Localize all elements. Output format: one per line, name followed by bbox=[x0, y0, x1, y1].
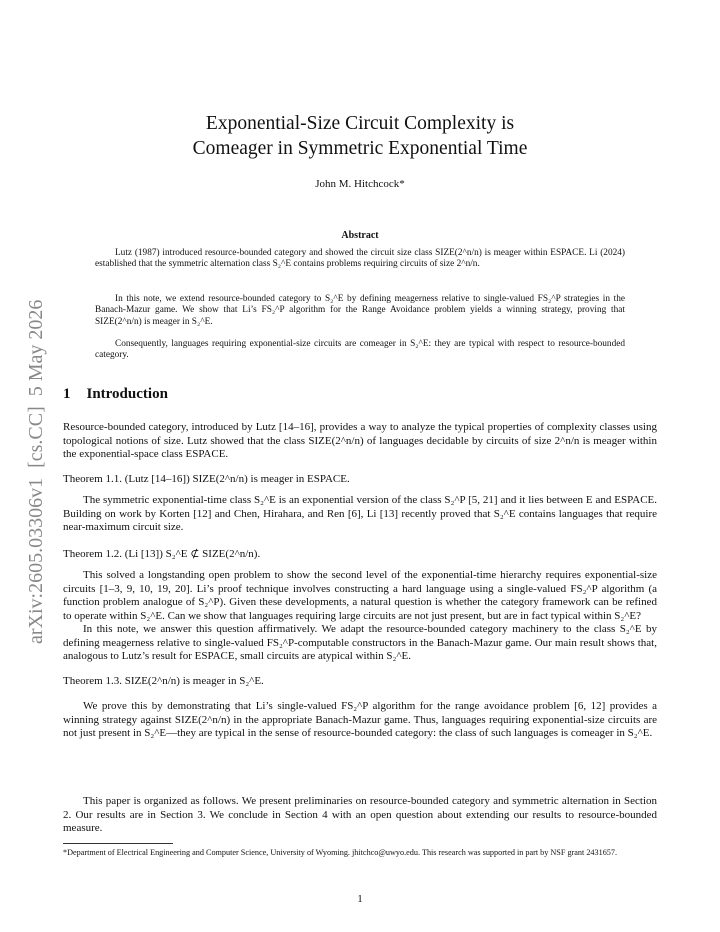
abstract-heading: Abstract bbox=[341, 230, 379, 241]
section-number: 1 bbox=[63, 386, 71, 402]
footnote-rule bbox=[63, 843, 173, 844]
theorem-1-2: Theorem 1.2. (Li [13]) S₂^E ⊄ SIZE(2^n/n). bbox=[63, 548, 261, 560]
arxiv-identifier bbox=[10, 262, 52, 644]
intro-paragraph-4: In this note, we answer this question affirmatively. We adapt the resource-bounded category machinery to the class S₂^E by defining meagerness relative to single-valued FS₂^P-computable constructors in the Banach-Mazur game. Our main result shows that, analogous to Lutz’s result for ESPACE, small circuits are atypical within S₂^E. bbox=[63, 623, 657, 662]
abstract-paragraph-2: In this note, we extend resource-bounded category to S₂^E by defining meagerness relative to single-valued FS₂^P strategies in the Banach-Mazur game. We show that Li’s FS₂^P algorithm for the Range Avoidance problem yields a winning strategy, proving that SIZE(2^n/n) is meager in S₂^E. bbox=[95, 294, 625, 327]
theorem-1-3: Theorem 1.3. SIZE(2^n/n) is meager in S₂^E. bbox=[63, 675, 264, 687]
intro-paragraph-2: The symmetric exponential-time class S₂^E is an exponential version of the class S₂^P [5, 21] and it lies between E and ESPACE. Building on work by Korten [12] and Chen, Hirahara, and Ren [6], Li [13] recently proved that S₂^E contains languages that require near-maximum circuit size. bbox=[63, 494, 657, 533]
intro-paragraph-3: This solved a longstanding open problem to show the second level of the exponential-time hierarchy requires exponential-size circuits [1–3, 9, 10, 19, 20]. Li’s proof technique involves constructing a hard language using a single-valued FS₂^P algorithm (a function problem analogue of S₂^P). Given these developments, a natural question is whether the category framework can be refined to operate within S₂^E. Can we show that languages requiring large circuits are not just present, but are in fact typical within S₂^E? bbox=[63, 569, 657, 622]
page-number: 1 bbox=[357, 893, 363, 905]
section-title: Introduction bbox=[86, 386, 168, 402]
abstract-paragraph-3: Consequently, languages requiring exponential-size circuits are comeager in S₂^E: they are typical with respect to resource-bounded category. bbox=[95, 339, 625, 361]
theorem-1-1: Theorem 1.1. (Lutz [14–16]) SIZE(2^n/n) is meager in ESPACE. bbox=[63, 473, 350, 485]
abstract-paragraph-1: Lutz (1987) introduced resource-bounded category and showed the circuit size class SIZE(2^n/n) is meager within ESPACE. Li (2024) established that the symmetric alternation class S₂^E contains problems requiring circuits of size 2^n/n. bbox=[95, 248, 625, 270]
author-name: John M. Hitchcock* bbox=[315, 178, 405, 190]
section-heading-introduction bbox=[63, 386, 168, 403]
intro-paragraph-5: We prove this by demonstrating that Li’s single-valued FS₂^P algorithm for the range avoidance problem [6, 12] provides a winning strategy against SIZE(2^n/n) in the appropriate Banach-Mazur game. Thus, languages requiring exponential-size circuits are not just present in S₂^E—they are typical in the sense of resource-bounded category: the class of such languages is comeager in S₂^E. bbox=[63, 700, 657, 739]
paper-title-line2: Comeager in Symmetric Exponential Time bbox=[192, 138, 528, 159]
author-affiliation-footnote: *Department of Electrical Engineering and Computer Science, University of Wyoming. jhitchco@uwyo.edu. This research was supported in part by NSF grant 2431657. bbox=[63, 848, 618, 857]
arxiv-stamp-text: arXiv:2605.03306v1 [cs.CC] 5 May 2026 bbox=[25, 299, 47, 644]
intro-paragraph-6: This paper is organized as follows. We present preliminaries on resource-bounded category and symmetric alternation in Section 2. Our results are in Section 3. We conclude in Section 4 with an open question about extending our results to resource-bounded measure. bbox=[63, 795, 657, 834]
intro-paragraph-1: Resource-bounded category, introduced by Lutz [14–16], provides a way to analyze the typical properties of complexity classes using topological notions of size. Lutz showed that the class SIZE(2^n/n) of languages decidable by circuits of size 2^n/n is meager within the exponential-space class ESPACE. bbox=[63, 421, 657, 460]
paper-title-line1: Exponential-Size Circuit Complexity is bbox=[205, 113, 515, 134]
